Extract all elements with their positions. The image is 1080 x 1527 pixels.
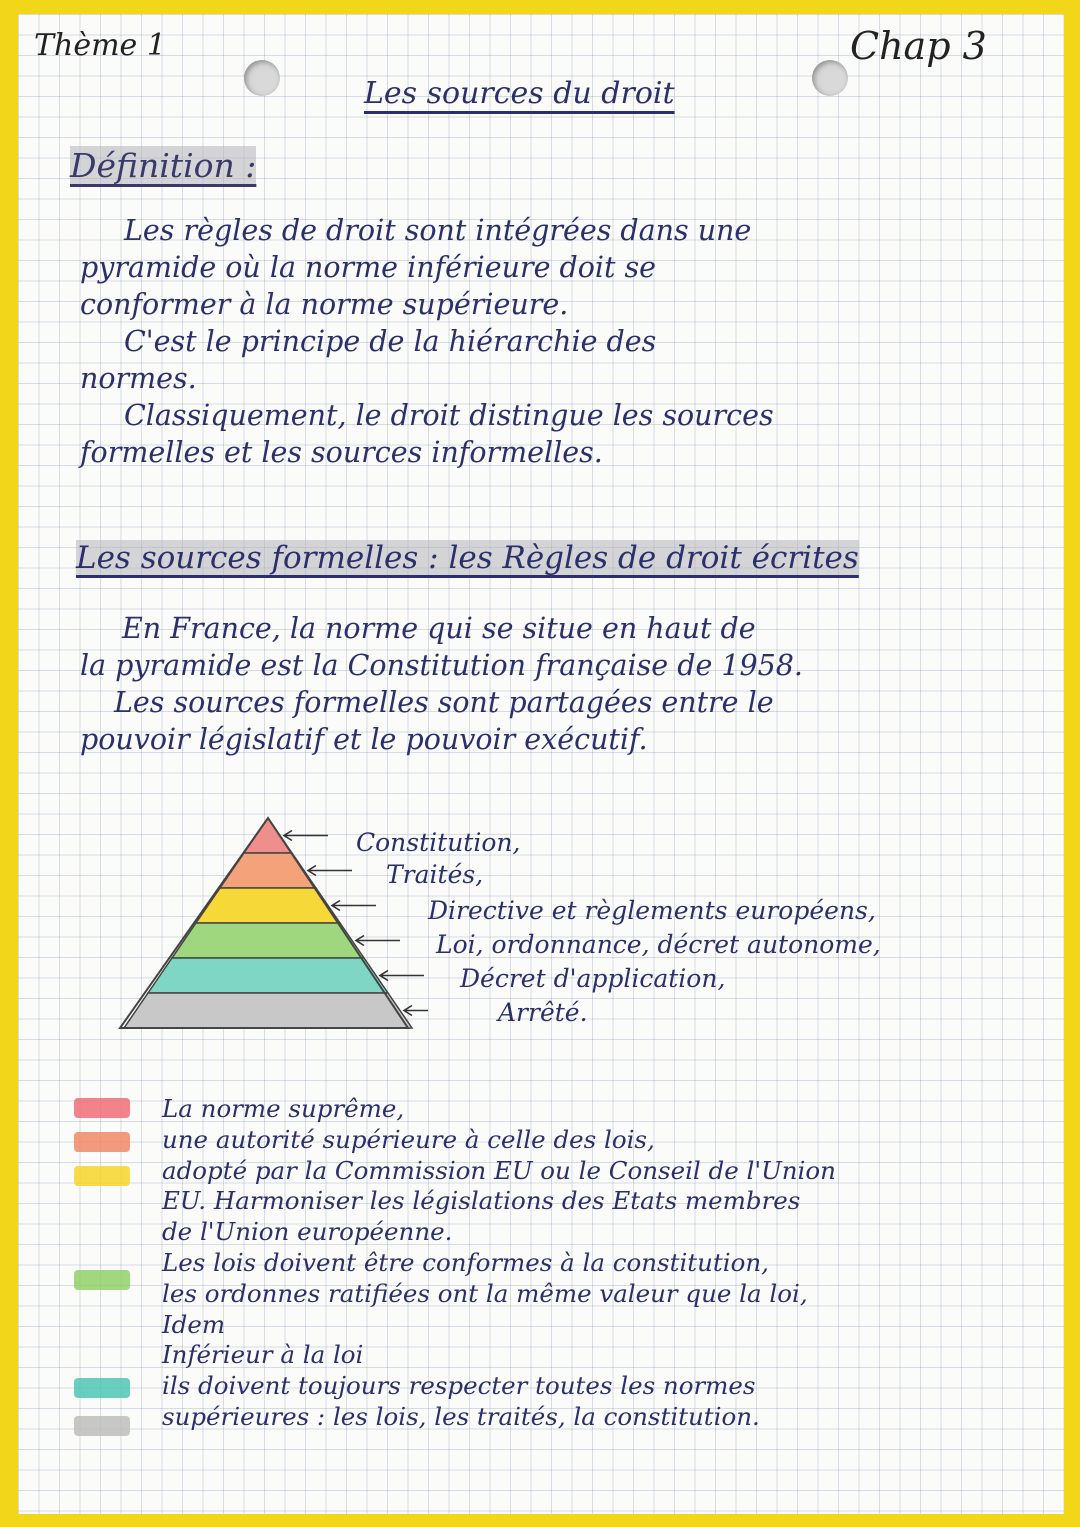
- legend-line: supérieures : les lois, les traités, la constitution.: [162, 1401, 760, 1431]
- formal-line: Les sources formelles sont partagées entre le: [114, 686, 774, 719]
- pyramid-label: Traités,: [386, 860, 484, 889]
- theme-label: Thème 1: [34, 28, 166, 63]
- legend-swatch-directives: [74, 1166, 130, 1186]
- pyramid-label: Décret d'application,: [460, 964, 726, 993]
- legend-line: ils doivent toujours respecter toutes les normes: [162, 1371, 756, 1401]
- definition-line: normes.: [80, 362, 197, 395]
- legend-line: Inférieur à la loi: [162, 1340, 364, 1370]
- pyramid-band: [148, 958, 388, 993]
- pyramid-band: [124, 993, 412, 1028]
- legend-line: de l'Union européenne.: [162, 1217, 453, 1247]
- legend-line: Idem: [162, 1309, 226, 1339]
- legend-swatch-constitution: [74, 1098, 130, 1118]
- legend-line: La norme suprême,: [162, 1094, 405, 1123]
- formal-line: pouvoir législatif et le pouvoir exécutif.: [80, 723, 648, 756]
- formal-line: la pyramide est la Constitution française de 1958.: [80, 649, 803, 682]
- legend-swatch-arrete: [74, 1416, 130, 1436]
- legend-line: EU. Harmoniser les législations des Etats membres: [162, 1186, 801, 1216]
- definition-line: formelles et les sources informelles.: [80, 436, 603, 469]
- page-title: Les sources du droit: [364, 76, 675, 111]
- formal-paragraph: [80, 610, 803, 758]
- punch-hole-right: [812, 60, 848, 96]
- definition-line: C'est le principe de la hiérarchie des: [124, 325, 657, 358]
- pyramid-label: Loi, ordonnance, décret autonome,: [436, 930, 881, 959]
- pyramid-arrow: [284, 831, 328, 841]
- definition-line: Classiquement, le droit distingue les sources: [124, 399, 774, 432]
- pyramid-label: Directive et règlements européens,: [428, 896, 876, 925]
- pyramid-arrow: [332, 901, 376, 911]
- pyramid-label: Arrêté.: [498, 998, 588, 1027]
- pyramid-arrow: [308, 866, 352, 876]
- legend-line: adopté par la Commission EU ou le Conseil de l'Union: [162, 1155, 836, 1185]
- legend-swatch-decret: [74, 1378, 130, 1398]
- legend-line: une autorité supérieure à celle des lois,: [162, 1124, 655, 1154]
- punch-hole-left: [244, 60, 280, 96]
- definition-line: conformer à la norme supérieure.: [80, 288, 569, 321]
- legend-line: les ordonnes ratifiées ont la même valeur que la loi,: [162, 1278, 808, 1308]
- formal-line: En France, la norme qui se situe en haut de: [122, 612, 756, 645]
- pyramid-label: Constitution,: [356, 828, 521, 857]
- chapter-label: Chap 3: [850, 24, 987, 68]
- pyramid-arrow: [404, 1006, 428, 1016]
- definition-paragraph: [80, 212, 774, 471]
- formal-sources-heading: Les sources formelles : les Règles de droit écrites: [76, 540, 859, 576]
- notebook-page: [18, 14, 1064, 1514]
- definition-heading: Définition :: [70, 146, 257, 185]
- pyramid-arrow: [380, 971, 424, 981]
- definition-line: pyramide où la norme inférieure doit se: [80, 251, 657, 284]
- definition-line: Les règles de droit sont intégrées dans une: [124, 214, 752, 247]
- pyramid-band: [220, 853, 316, 888]
- pyramid-arrow: [356, 936, 400, 946]
- pyramid-band: [172, 923, 364, 958]
- legend-line: Les lois doivent être conformes à la constitution,: [162, 1247, 769, 1277]
- legend-text: [162, 1094, 836, 1433]
- legend-swatch-traites: [74, 1132, 130, 1152]
- legend-swatch-lois: [74, 1270, 130, 1290]
